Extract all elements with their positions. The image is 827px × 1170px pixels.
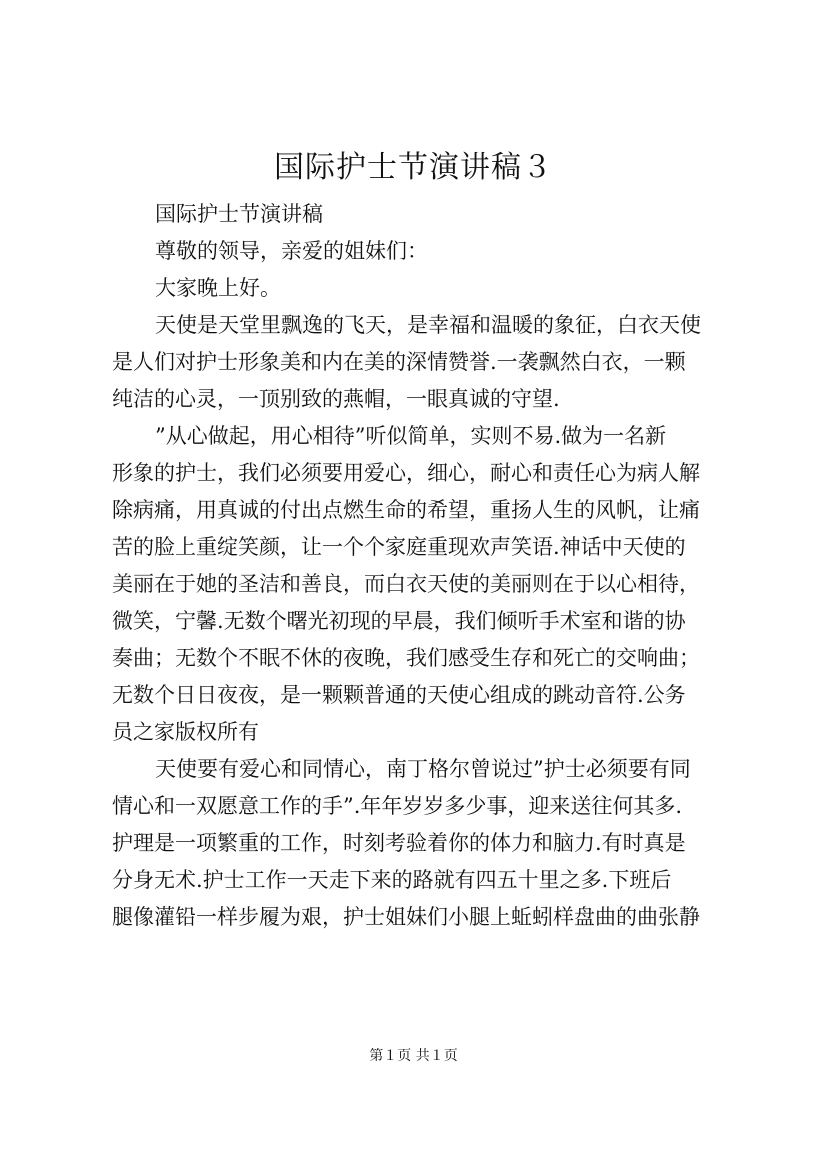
paragraph-3-line-1: 天使要有爱心和同情心，南丁格尔曾说过”护士必须要有同 [155, 757, 691, 781]
paragraph-2-line-5: 美丽在于她的圣洁和善良，而白衣天使的美丽则在于以心相待， [112, 572, 700, 596]
paragraph-3-line-4: 分身无术.护士工作一天走下来的路就有四五十里之多.下班后 [112, 868, 672, 892]
paragraph-2-line-8: 无数个日日夜夜，是一颗颗普通的天使心组成的跳动音符.公务 [112, 683, 686, 707]
speech-heading-line: 国际护士节演讲稿 [155, 202, 323, 226]
paragraph-2-line-2: 形象的护士，我们必须要用爱心，细心，耐心和责任心为病人解 [112, 461, 700, 485]
page-footer: 第１页 共１页 [369, 1048, 458, 1064]
paragraph-2-line-3: 除病痛，用真诚的付出点燃生命的希望，重扬人生的风帆，让痛 [112, 498, 700, 522]
paragraph-2-line-7: 奏曲；无数个不眠不休的夜晚，我们感受生存和死亡的交响曲； [112, 646, 700, 670]
paragraph-2-line-1: ”从心做起，用心相待”听似简单，实则不易.做为一名新 [155, 424, 667, 448]
paragraph-3-line-3: 护理是一项繁重的工作，时刻考验着你的体力和脑力.有时真是 [112, 831, 686, 855]
salutation-line: 尊敬的领导，亲爱的姐妹们： [155, 239, 428, 263]
paragraph-3-line-5: 腿像灌铅一样步履为艰，护士姐妹们小腿上蚯蚓样盘曲的曲张静 [112, 905, 700, 929]
document-title: 国际护士节演讲稿３ [274, 150, 553, 185]
paragraph-3-line-2: 情心和一双愿意工作的手”.年年岁岁多少事，迎来送往何其多. [112, 794, 683, 818]
greeting-line: 大家晚上好。 [155, 276, 281, 300]
paragraph-2-line-6: 微笑，宁馨.无数个曙光初现的早晨，我们倾听手术室和谐的协 [112, 609, 686, 633]
document-body [112, 196, 726, 936]
paragraph-1-line-2: 是人们对护士形象美和内在美的深情赞誉.一袭飘然白衣，一颗 [112, 350, 686, 374]
paragraph-1-line-3: 纯洁的心灵，一顶别致的燕帽，一眼真诚的守望. [112, 387, 560, 411]
paragraph-2-line-9: 员之家版权所有 [112, 720, 259, 744]
paragraph-1-line-1: 天使是天堂里飘逸的飞天，是幸福和温暖的象征，白衣天使 [155, 313, 701, 337]
paragraph-2-line-4: 苦的脸上重绽笑颜，让一个个家庭重现欢声笑语.神话中天使的 [112, 535, 686, 559]
